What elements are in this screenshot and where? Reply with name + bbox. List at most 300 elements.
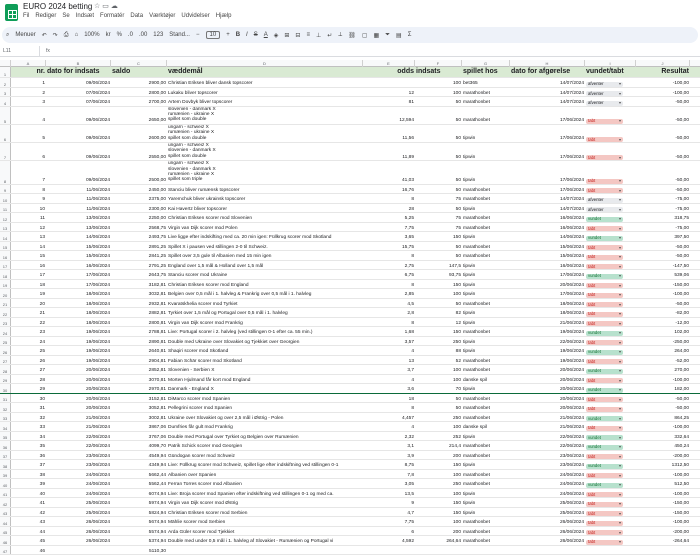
cell-stake[interactable]: 100 bbox=[452, 472, 461, 478]
cell-result[interactable]: 397,50 bbox=[674, 235, 689, 241]
cell-bet[interactable]: Patrik Schick scorer mod Georgien bbox=[168, 444, 243, 450]
menu-6[interactable]: Værktøjer bbox=[149, 13, 176, 19]
status-dropdown[interactable] bbox=[586, 340, 623, 345]
row-number[interactable]: 16 bbox=[0, 251, 11, 260]
status-dropdown[interactable] bbox=[586, 188, 623, 193]
cloud-status-icon[interactable]: ☁ bbox=[110, 3, 120, 10]
cell-nr[interactable]: 41 bbox=[39, 501, 45, 507]
status-dropdown[interactable] bbox=[586, 236, 623, 241]
cell-status[interactable] bbox=[585, 432, 636, 441]
cell-decided[interactable]: 26/06/2024 bbox=[559, 529, 584, 535]
cell-decided[interactable]: 16/06/2024 bbox=[559, 263, 584, 269]
cell-result[interactable]: -200,00 bbox=[672, 529, 689, 535]
cell-bet[interactable]: Christian Eriksen bliver dansk topscorer bbox=[168, 81, 253, 87]
row-number[interactable]: 45 bbox=[0, 527, 11, 536]
cell-nr[interactable]: 14 bbox=[39, 244, 45, 250]
cell-stake[interactable]: 75 bbox=[455, 216, 461, 222]
cell-bet[interactable]: Belgien over 0,5 mål i 1. halvleg & Frankrig over 0,5 mål i 1. halvleg bbox=[168, 292, 312, 298]
cell-decided[interactable]: 14/07/2024 bbox=[559, 197, 584, 203]
cell-status[interactable] bbox=[585, 384, 636, 393]
cell-result[interactable]: -150,00 bbox=[672, 510, 689, 516]
cell-where[interactable]: tipwin bbox=[463, 235, 476, 241]
cell-odds[interactable]: 7,75 bbox=[404, 225, 414, 231]
row-number[interactable]: 17 bbox=[0, 261, 11, 270]
cell-saldo[interactable]: 4549,94 bbox=[148, 453, 166, 459]
cell-date[interactable]: 24/06/2024 bbox=[85, 482, 110, 488]
header-cell-decided[interactable]: dato for afgørelse bbox=[511, 68, 571, 76]
cell-nr[interactable]: 22 bbox=[39, 320, 45, 326]
cell-saldo[interactable]: 5574,94 bbox=[148, 529, 166, 535]
cell-status[interactable] bbox=[585, 337, 636, 346]
cell-odds[interactable]: 8 bbox=[411, 406, 414, 412]
status-dropdown[interactable] bbox=[586, 378, 623, 383]
status-dropdown[interactable] bbox=[586, 283, 623, 288]
row-number[interactable]: 1 bbox=[0, 67, 11, 77]
cell-stake[interactable]: 264,64 bbox=[446, 539, 461, 545]
cell-decided[interactable]: 17/06/2024 bbox=[559, 118, 584, 124]
cell-odds[interactable]: 8 bbox=[411, 320, 414, 326]
cell-where[interactable]: tipwin bbox=[463, 263, 476, 269]
cell-saldo[interactable]: 2700,00 bbox=[148, 100, 166, 106]
cell-status[interactable] bbox=[585, 451, 636, 460]
cell-bet[interactable]: Gündogan scorer mod Schweiz bbox=[168, 453, 235, 459]
row-number[interactable]: 34 bbox=[0, 422, 11, 431]
cell-decided[interactable]: 22/06/2024 bbox=[559, 434, 584, 440]
cell-bet[interactable]: DiMarco scorer mod Spanien bbox=[168, 396, 231, 402]
cell-odds[interactable]: 2,32 bbox=[404, 434, 414, 440]
comment-icon[interactable]: ▢ bbox=[361, 32, 368, 39]
row-number[interactable]: 38 bbox=[0, 460, 11, 469]
cell-saldo[interactable]: 6074,94 bbox=[148, 491, 166, 497]
row-number[interactable]: 13 bbox=[0, 223, 11, 232]
menus-search-button[interactable]: Menuer bbox=[15, 32, 36, 38]
cell-decided[interactable]: 17/06/2024 bbox=[559, 154, 584, 160]
cell-stake[interactable]: 100 bbox=[452, 520, 461, 526]
cell-saldo[interactable]: 2852,81 bbox=[148, 368, 166, 374]
cell-bet[interactable]: England over 1,5 mål & Holland over 1,5 mål bbox=[168, 263, 264, 269]
status-dropdown[interactable] bbox=[586, 274, 623, 279]
row-number[interactable]: 4 bbox=[0, 97, 11, 106]
cell-where[interactable] bbox=[462, 546, 510, 555]
cell-bet[interactable]: Spillet over 3,5 gule til Albanien med 15 min igen bbox=[168, 254, 272, 260]
cell-bet[interactable]: Dumfries får gult mod Frankrig bbox=[168, 425, 233, 431]
row-number[interactable]: 11 bbox=[0, 204, 11, 213]
cell-date[interactable]: 13/06/2024 bbox=[85, 216, 110, 222]
cell-result[interactable]: 864,25 bbox=[674, 415, 689, 421]
cell-result[interactable]: 182,00 bbox=[674, 387, 689, 393]
cell-status[interactable] bbox=[585, 185, 636, 194]
strikethrough-icon[interactable]: S bbox=[253, 32, 258, 38]
cell-where[interactable]: marathonbet bbox=[463, 472, 490, 478]
cell-bet[interactable] bbox=[167, 161, 363, 184]
cell-decided[interactable]: 25/06/2024 bbox=[559, 501, 584, 507]
cell-nr[interactable]: 35 bbox=[39, 444, 45, 450]
menu-0[interactable]: Fil bbox=[23, 13, 30, 19]
cell-date[interactable]: 18/06/2024 bbox=[85, 301, 110, 307]
cell-nr[interactable]: 31 bbox=[39, 406, 45, 412]
cell-saldo[interactable]: 2904,81 bbox=[148, 358, 166, 364]
cell-stake[interactable]: 100 bbox=[452, 368, 461, 374]
cell-saldo[interactable]: 5662,44 bbox=[148, 472, 166, 478]
header-cell-stake[interactable]: indsats bbox=[416, 68, 441, 76]
row-number[interactable]: 20 bbox=[0, 289, 11, 298]
cell-bet[interactable]: Artem Dovbyk bliver topscorer bbox=[168, 100, 233, 106]
cell-odds[interactable]: 9 bbox=[411, 501, 414, 507]
row-number[interactable]: 3 bbox=[0, 88, 11, 97]
cell-date[interactable]: 11/06/2024 bbox=[86, 197, 110, 203]
cell-bet[interactable]: Ukraine over Slovakiet og over 2,5 mål i Østrig - Polen bbox=[168, 415, 284, 421]
cell-stake[interactable]: 100 bbox=[452, 377, 461, 383]
cell-nr[interactable]: 3 bbox=[42, 100, 45, 106]
zoom-select[interactable]: 100% bbox=[84, 32, 100, 38]
cell-nr[interactable]: 24 bbox=[39, 339, 45, 345]
cell-result[interactable]: 539,06 bbox=[674, 273, 689, 279]
cell-decided[interactable]: 24/06/2024 bbox=[559, 491, 584, 497]
cell-nr[interactable]: 38 bbox=[39, 472, 45, 478]
cell-nr[interactable]: 46 bbox=[39, 548, 45, 554]
cell-nr[interactable]: 11 bbox=[40, 216, 45, 222]
cell-date[interactable]: 09/06/2024 bbox=[85, 154, 110, 160]
cell-result[interactable]: -12,00 bbox=[675, 320, 689, 326]
cell-saldo[interactable]: 4349,94 bbox=[148, 463, 166, 469]
cell-status[interactable] bbox=[585, 204, 636, 213]
cell-nr[interactable]: 36 bbox=[39, 453, 45, 459]
cell-saldo[interactable]: 3052,81 bbox=[148, 406, 166, 412]
cell-saldo[interactable]: 5824,94 bbox=[148, 510, 166, 516]
cell-date[interactable]: 20/06/2024 bbox=[85, 387, 110, 393]
cell-saldo[interactable]: 3032,81 bbox=[148, 292, 166, 298]
cell-result[interactable]: -52,00 bbox=[675, 358, 689, 364]
column-header-j[interactable]: J bbox=[636, 60, 690, 67]
cell-status[interactable] bbox=[585, 470, 636, 479]
cell-status[interactable] bbox=[585, 242, 636, 251]
cell-saldo[interactable]: 2650,00 bbox=[148, 118, 166, 124]
chart-icon[interactable]: ▦ bbox=[373, 32, 380, 39]
status-dropdown[interactable] bbox=[586, 155, 623, 160]
cell-where[interactable]: marathonbet bbox=[463, 539, 490, 545]
status-dropdown[interactable] bbox=[586, 435, 623, 440]
cell-decided[interactable]: 17/06/2024 bbox=[559, 292, 584, 298]
cell-decided[interactable]: 16/06/2024 bbox=[559, 225, 584, 231]
cell-stake[interactable]: 50 bbox=[455, 301, 461, 307]
cell-status[interactable] bbox=[585, 143, 636, 160]
cell-status[interactable] bbox=[585, 88, 636, 97]
cell-odds[interactable]: 13 bbox=[408, 358, 414, 364]
cell-saldo[interactable]: 2640,81 bbox=[148, 349, 166, 355]
cell-bet[interactable]: Live: Broja scorer mod Spanien efter indskiftning ved stillingen 0-1 og med ca. bbox=[168, 491, 334, 497]
cell-odds[interactable]: 15,75 bbox=[401, 244, 414, 250]
cell-bet[interactable]: Double med under 0,5 mål i 1. halvleg af Slovakiet - Rumænien og Portugal vi bbox=[168, 539, 334, 545]
cell-status[interactable] bbox=[585, 394, 636, 403]
cell-stake[interactable]: 70 bbox=[455, 387, 461, 393]
cell-bet[interactable]: Albanien over Spanien bbox=[168, 472, 217, 478]
row-number[interactable]: 24 bbox=[0, 327, 11, 336]
cell-stake[interactable]: 100 bbox=[452, 292, 461, 298]
cell-bet[interactable]: Ferran Torres scorer mod Albanien bbox=[168, 482, 242, 488]
cell-nr[interactable]: 39 bbox=[39, 482, 45, 488]
cell-bet[interactable]: Virgin van Dijk scorer mod Polen bbox=[168, 225, 238, 231]
cell-odds[interactable]: 4,592 bbox=[401, 539, 414, 545]
status-dropdown[interactable] bbox=[586, 416, 623, 421]
status-dropdown[interactable] bbox=[586, 397, 623, 402]
cell-saldo[interactable]: 2932,81 bbox=[148, 301, 166, 307]
decrease-decimals-button[interactable]: .0 bbox=[127, 32, 133, 38]
cell-result[interactable]: -50,00 bbox=[675, 301, 689, 307]
cell-result[interactable]: 102,00 bbox=[674, 330, 689, 336]
cell-bet[interactable]: Yaremchuk bliver ukrainsk topscorer bbox=[168, 197, 246, 203]
cell-saldo[interactable]: 5374,94 bbox=[148, 539, 166, 545]
row-number[interactable]: 12 bbox=[0, 213, 11, 222]
cell-odds[interactable]: 3,9 bbox=[407, 453, 414, 459]
cell-result[interactable]: -100,00 bbox=[672, 472, 689, 478]
header-cell-nr[interactable]: nr. bbox=[36, 68, 45, 76]
cell-bet[interactable]: Tyrkiet over 1,5 mål og Portugal over 0,5 mål i 1. halvleg bbox=[168, 311, 288, 317]
cell-saldo[interactable]: 2800,00 bbox=[148, 90, 166, 96]
menu-5[interactable]: Data bbox=[130, 13, 144, 19]
row-number[interactable]: 22 bbox=[0, 308, 11, 317]
cell-stake[interactable]: 150 bbox=[452, 330, 461, 336]
row-number[interactable]: 46 bbox=[0, 536, 11, 545]
cell-stake[interactable]: 150 bbox=[452, 463, 461, 469]
cell-bet[interactable] bbox=[167, 107, 363, 124]
cell-odds[interactable]: 3,6 bbox=[407, 387, 414, 393]
cell-nr[interactable]: 34 bbox=[39, 434, 45, 440]
cell-result[interactable]: -50,00 bbox=[675, 187, 689, 193]
document-title[interactable]: EURO 2024 betting bbox=[23, 2, 93, 11]
cell-odds[interactable]: 3,7 bbox=[407, 368, 414, 374]
cell-decided[interactable]: 21/06/2024 bbox=[559, 320, 584, 326]
cell-where[interactable]: tipwin bbox=[463, 434, 476, 440]
cell-status[interactable] bbox=[585, 346, 636, 355]
cell-nr[interactable]: 20 bbox=[39, 301, 45, 307]
cell-saldo[interactable]: 2970,81 bbox=[148, 387, 166, 393]
cell-date[interactable]: 23/06/2024 bbox=[85, 453, 110, 459]
cell-result[interactable]: 1312,50 bbox=[671, 463, 689, 469]
cell-bet[interactable]: Live: Füllkrug scorer mod Schweiz, spillet lige efter indskiftning ved stillingen 0-1 bbox=[168, 463, 339, 469]
cell-decided[interactable]: 20/06/2024 bbox=[559, 387, 584, 393]
cell-where[interactable]: danske spil bbox=[463, 425, 487, 431]
cell-where[interactable]: marathonbet bbox=[463, 216, 490, 222]
cell-where[interactable]: marathonbet bbox=[463, 197, 490, 203]
cell-bet[interactable]: Virgin van Dijk scorer mod Frankrig bbox=[168, 320, 243, 326]
cell-odds[interactable]: 7,75 bbox=[404, 520, 414, 526]
cell-date[interactable]: 07/06/2024 bbox=[85, 90, 110, 96]
cell-status[interactable] bbox=[585, 527, 636, 536]
cell-status[interactable] bbox=[585, 194, 636, 203]
status-dropdown[interactable] bbox=[586, 492, 623, 497]
cell-decided[interactable]: 25/06/2024 bbox=[559, 510, 584, 516]
cell-bet[interactable]: Stanciu bliver rumænsk topscorer bbox=[168, 187, 240, 193]
font-size-decrease-button[interactable]: − bbox=[195, 32, 200, 38]
cell-stake[interactable]: 50 bbox=[455, 118, 461, 124]
cell-status[interactable] bbox=[585, 365, 636, 374]
cell-odds[interactable] bbox=[363, 546, 415, 555]
cell-decided[interactable]: 24/06/2024 bbox=[559, 472, 584, 478]
cell-date[interactable]: 09/06/2024 bbox=[85, 178, 110, 184]
cell-date[interactable]: 20/06/2024 bbox=[85, 406, 110, 412]
cell-status[interactable] bbox=[585, 261, 636, 270]
cell-where[interactable]: marathonbet bbox=[463, 330, 490, 336]
cell-odds[interactable]: 13,5 bbox=[404, 491, 414, 497]
cell-result[interactable]: -50,00 bbox=[675, 244, 689, 250]
merge-cells-icon[interactable]: ⊟ bbox=[295, 32, 301, 39]
cell-status[interactable] bbox=[585, 460, 636, 469]
header-cell-result[interactable]: Resultat bbox=[661, 68, 689, 76]
cell-nr[interactable]: 7 bbox=[42, 178, 45, 184]
row-number[interactable]: 41 bbox=[0, 489, 11, 498]
cell-date[interactable]: 26/06/2024 bbox=[85, 529, 110, 535]
cell-where[interactable]: marathonbet bbox=[463, 244, 490, 250]
cell-where[interactable]: tipwin bbox=[463, 463, 476, 469]
cell-saldo[interactable]: 2791,25 bbox=[148, 263, 166, 269]
status-dropdown[interactable] bbox=[586, 302, 623, 307]
cell-stake[interactable]: 50 bbox=[455, 206, 461, 212]
wrap-icon[interactable]: ↵ bbox=[327, 32, 333, 39]
cell-where[interactable]: tipwin bbox=[463, 320, 476, 326]
row-number[interactable]: 27 bbox=[0, 356, 11, 365]
cell-date[interactable]: 22/06/2024 bbox=[85, 444, 110, 450]
status-dropdown[interactable] bbox=[586, 483, 623, 488]
move-folder-icon[interactable]: ▭ bbox=[102, 3, 111, 10]
cell-stake[interactable]: 50 bbox=[455, 154, 461, 160]
cell-nr[interactable]: 16 bbox=[39, 263, 45, 269]
cell-result[interactable]: -75,00 bbox=[675, 225, 689, 231]
cell-decided[interactable]: 20/06/2024 bbox=[559, 396, 584, 402]
cell-where[interactable]: tipwin bbox=[463, 510, 476, 516]
row-number[interactable]: 19 bbox=[0, 280, 11, 289]
cell-status[interactable] bbox=[585, 327, 636, 336]
cell-nr[interactable]: 40 bbox=[39, 491, 45, 497]
cell-saldo[interactable]: 2788,81 bbox=[148, 330, 166, 336]
cell-result[interactable]: -100,00 bbox=[672, 377, 689, 383]
column-header-f[interactable]: F bbox=[415, 60, 462, 67]
cell-bet[interactable]: Slovenien - Serbien X bbox=[168, 368, 215, 374]
row-number[interactable]: 8 bbox=[0, 161, 11, 184]
status-dropdown[interactable] bbox=[586, 91, 623, 96]
cell-nr[interactable]: 44 bbox=[39, 529, 45, 535]
search-icon[interactable]: ⌕ bbox=[6, 31, 10, 38]
cell-nr[interactable]: 8 bbox=[42, 187, 45, 193]
cell-stake[interactable]: 93,75 bbox=[448, 273, 461, 279]
status-dropdown[interactable] bbox=[586, 226, 623, 231]
cell-nr[interactable]: 2 bbox=[42, 90, 45, 96]
cell-nr[interactable]: 32 bbox=[39, 415, 45, 421]
row-number[interactable]: 32 bbox=[0, 403, 11, 412]
cell-status[interactable] bbox=[585, 308, 636, 317]
cell-where[interactable]: tipwin bbox=[463, 178, 476, 184]
status-dropdown[interactable] bbox=[586, 119, 623, 124]
menu-2[interactable]: Se bbox=[62, 13, 70, 19]
row-number[interactable]: 23 bbox=[0, 318, 11, 327]
cell-stake[interactable]: 100 bbox=[452, 491, 461, 497]
cell-odds[interactable]: 41,03 bbox=[401, 178, 414, 184]
column-header-d[interactable]: D bbox=[167, 60, 363, 67]
row-number[interactable]: 33 bbox=[0, 413, 11, 422]
cell-result[interactable]: -50,00 bbox=[675, 396, 689, 402]
borders-icon[interactable]: ⊞ bbox=[284, 32, 290, 39]
cell-saldo[interactable]: 2550,00 bbox=[148, 154, 166, 160]
cell-where[interactable]: marathonbet bbox=[463, 482, 490, 488]
cell-nr[interactable]: 18 bbox=[39, 282, 45, 288]
cell-status[interactable] bbox=[585, 375, 636, 384]
cell-date[interactable]: 11/06/2024 bbox=[86, 187, 110, 193]
cell-stake[interactable]: 50 bbox=[455, 254, 461, 260]
cell-where[interactable]: marathonbet bbox=[463, 301, 490, 307]
cell-date[interactable]: 19/06/2024 bbox=[85, 358, 110, 364]
cell-where[interactable]: marathonbet bbox=[463, 396, 490, 402]
cell-date[interactable]: 19/06/2024 bbox=[85, 339, 110, 345]
print-icon[interactable]: ⎙ bbox=[63, 31, 69, 38]
cell-where[interactable]: marathonbet bbox=[463, 90, 490, 96]
filter-views-icon[interactable]: ▤ bbox=[396, 32, 402, 39]
select-all-corner[interactable] bbox=[0, 60, 11, 67]
cell-stake[interactable]: 50 bbox=[455, 244, 461, 250]
text-color-icon[interactable]: A bbox=[263, 32, 268, 38]
cell-result[interactable]: -75,00 bbox=[675, 197, 689, 203]
cell-decided[interactable] bbox=[510, 546, 585, 555]
cell-stake[interactable] bbox=[415, 546, 462, 555]
cell-result[interactable]: 270,00 bbox=[674, 368, 689, 374]
cell-stake[interactable]: 214,4 bbox=[448, 444, 461, 450]
cell-bet[interactable]: Lukaku bliver topscorer bbox=[168, 90, 218, 96]
cell-saldo[interactable]: 2300,00 bbox=[148, 206, 166, 212]
cell-odds[interactable]: 6,75 bbox=[404, 273, 414, 279]
status-dropdown[interactable] bbox=[586, 137, 623, 142]
cell-decided[interactable]: 19/06/2024 bbox=[559, 330, 584, 336]
cell-status[interactable] bbox=[585, 213, 636, 222]
status-dropdown[interactable] bbox=[586, 521, 623, 526]
cell-stake[interactable]: 50 bbox=[455, 396, 461, 402]
row-number[interactable]: 40 bbox=[0, 479, 11, 488]
cell-stake[interactable]: 75 bbox=[455, 197, 461, 203]
cell-status[interactable] bbox=[585, 318, 636, 327]
cell-bet[interactable] bbox=[167, 143, 363, 160]
cell-date[interactable]: 09/06/2024 bbox=[85, 118, 110, 124]
status-dropdown[interactable] bbox=[586, 502, 623, 507]
cell-nr[interactable]: 29 bbox=[39, 387, 45, 393]
cell-bet[interactable]: Mählie scorer mod Serbien bbox=[168, 520, 226, 526]
cell-odds[interactable]: 11,56 bbox=[402, 136, 414, 142]
status-dropdown[interactable] bbox=[586, 350, 623, 355]
cell-where[interactable]: danske spil bbox=[463, 377, 487, 383]
cell-where[interactable]: tipwin bbox=[463, 136, 476, 142]
cell-decided[interactable]: 26/06/2024 bbox=[559, 539, 584, 545]
cell-date[interactable]: 18/06/2024 bbox=[85, 292, 110, 298]
italic-icon[interactable]: I bbox=[246, 32, 248, 38]
cell-result[interactable]: -50,00 bbox=[675, 154, 689, 160]
cell-odds[interactable]: 18 bbox=[408, 396, 414, 402]
cell-nr[interactable]: 42 bbox=[39, 510, 45, 516]
cell-where[interactable]: tipwin bbox=[463, 501, 476, 507]
cell-nr[interactable]: 19 bbox=[39, 292, 45, 298]
cell-odds[interactable]: 81 bbox=[408, 100, 414, 106]
cell-saldo[interactable]: 3070,81 bbox=[148, 377, 166, 383]
cell-where[interactable]: marathonbet bbox=[463, 118, 490, 124]
cell-date[interactable]: 25/06/2024 bbox=[85, 501, 110, 507]
cell-status[interactable] bbox=[585, 232, 636, 241]
cell-date[interactable]: 26/06/2024 bbox=[85, 539, 110, 545]
font-select[interactable]: Stand... bbox=[169, 32, 190, 38]
cell-saldo[interactable]: 3867,06 bbox=[148, 425, 166, 431]
fill-color-icon[interactable]: ◈ bbox=[273, 32, 279, 39]
row-number[interactable]: 35 bbox=[0, 432, 11, 441]
header-cell-bet[interactable]: væddemål bbox=[168, 68, 203, 76]
cell-date[interactable]: 20/06/2024 bbox=[85, 396, 110, 402]
cell-nr[interactable]: 33 bbox=[39, 425, 45, 431]
cell-saldo[interactable]: 2890,81 bbox=[148, 339, 166, 345]
row-number[interactable]: 10 bbox=[0, 194, 11, 203]
cell-date[interactable]: 17/06/2024 bbox=[85, 282, 110, 288]
